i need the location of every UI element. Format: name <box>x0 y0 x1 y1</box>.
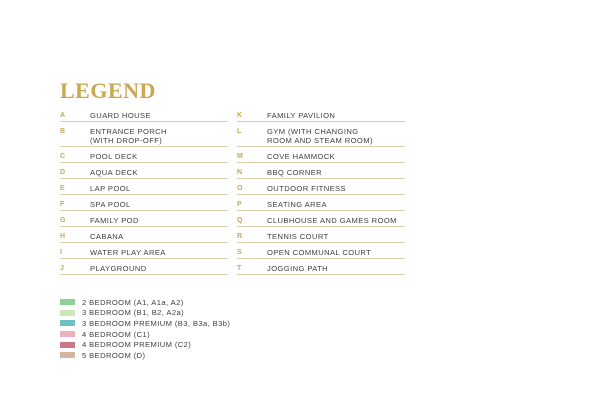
facility-label: CABANA <box>90 232 124 241</box>
facility-label: FAMILY PAVILION <box>267 111 336 120</box>
facility-letter: B <box>60 128 66 135</box>
facility-letter: E <box>60 185 66 192</box>
color-swatch <box>60 352 75 358</box>
facility-letter: N <box>237 169 243 176</box>
facility-label: AQUA DECK <box>90 168 138 177</box>
facility-row <box>60 227 228 243</box>
facility-letter: K <box>237 112 243 119</box>
facility-label: BBQ CORNER <box>267 168 323 177</box>
unit-type-label: 4 BEDROOM (C1) <box>82 329 151 339</box>
facility-letter: C <box>60 153 66 160</box>
facility-row <box>60 122 228 147</box>
facility-row <box>60 243 228 259</box>
color-swatch <box>60 310 75 316</box>
facility-letter: I <box>60 249 63 256</box>
unit-type-label: 3 BEDROOM PREMIUM (B3, B3a, B3b) <box>82 318 231 328</box>
facility-label: SPA POOL <box>90 200 131 209</box>
facility-letter: R <box>237 233 243 240</box>
color-swatch <box>60 331 75 337</box>
facility-row <box>237 227 405 243</box>
facility-letter: J <box>60 265 65 272</box>
color-swatch <box>60 299 75 305</box>
facility-letter: S <box>237 249 243 256</box>
facility-row <box>237 163 405 179</box>
facility-letter: O <box>237 185 243 192</box>
facility-letter: M <box>237 153 244 160</box>
unit-type-item <box>60 308 230 319</box>
unit-type-item <box>60 350 230 361</box>
facility-row <box>237 243 405 259</box>
facility-label: ENTRANCE PORCH (WITH DROP-OFF) <box>90 127 167 145</box>
unit-type-label: 2 BEDROOM (A1, A1a, A2) <box>82 297 184 307</box>
facility-row <box>60 195 228 211</box>
facility-label: LAP POOL <box>90 184 131 193</box>
facility-label: CLUBHOUSE AND GAMES ROOM <box>267 216 397 225</box>
facility-row <box>60 179 228 195</box>
facility-label: OPEN COMMUNAL COURT <box>267 248 372 257</box>
facility-row <box>237 195 405 211</box>
unit-type-item <box>60 329 230 340</box>
facility-label: GYM (WITH CHANGING ROOM AND STEAM ROOM) <box>267 127 373 145</box>
unit-type-legend <box>60 297 230 361</box>
facility-row <box>60 106 228 122</box>
facility-row <box>237 211 405 227</box>
facility-row <box>237 259 405 275</box>
unit-type-label: 3 BEDROOM (B1, B2, A2a) <box>82 308 185 318</box>
legend-title: LEGEND <box>60 78 156 103</box>
facility-list-right <box>237 106 405 275</box>
facility-label: PLAYGROUND <box>90 264 147 273</box>
facility-row <box>60 147 228 163</box>
facility-label: SEATING AREA <box>267 200 327 209</box>
facility-label: TENNIS COURT <box>267 232 329 241</box>
facility-letter: H <box>60 233 66 240</box>
facility-letter: T <box>237 265 242 272</box>
unit-type-item <box>60 339 230 350</box>
unit-type-item <box>60 297 230 308</box>
facility-row <box>60 259 228 275</box>
facility-row <box>60 163 228 179</box>
facility-letter: P <box>237 201 243 208</box>
facility-row <box>60 211 228 227</box>
facility-label: POOL DECK <box>90 152 138 161</box>
facility-row <box>237 179 405 195</box>
facility-list-left <box>60 106 228 275</box>
facility-label: FAMILY POD <box>90 216 139 225</box>
facility-letter: A <box>60 112 66 119</box>
facility-label: JOGGING PATH <box>267 264 329 273</box>
unit-type-item <box>60 318 230 329</box>
facility-letter: D <box>60 169 66 176</box>
facility-row <box>237 106 405 122</box>
facility-row <box>237 147 405 163</box>
facility-row <box>237 122 405 147</box>
facility-letter: F <box>60 201 65 208</box>
facility-letter: G <box>60 217 66 224</box>
color-swatch <box>60 342 75 348</box>
facility-label: COVE HAMMOCK <box>267 152 336 161</box>
facility-label: GUARD HOUSE <box>90 111 151 120</box>
facility-letter: Q <box>237 217 243 224</box>
facility-letter: L <box>237 128 242 135</box>
color-swatch <box>60 320 75 326</box>
unit-type-label: 4 BEDROOM PREMIUM (C2) <box>82 340 192 350</box>
unit-type-label: 5 BEDROOM (D) <box>82 350 146 360</box>
facility-label: WATER PLAY AREA <box>90 248 166 257</box>
facility-label: OUTDOOR FITNESS <box>267 184 346 193</box>
